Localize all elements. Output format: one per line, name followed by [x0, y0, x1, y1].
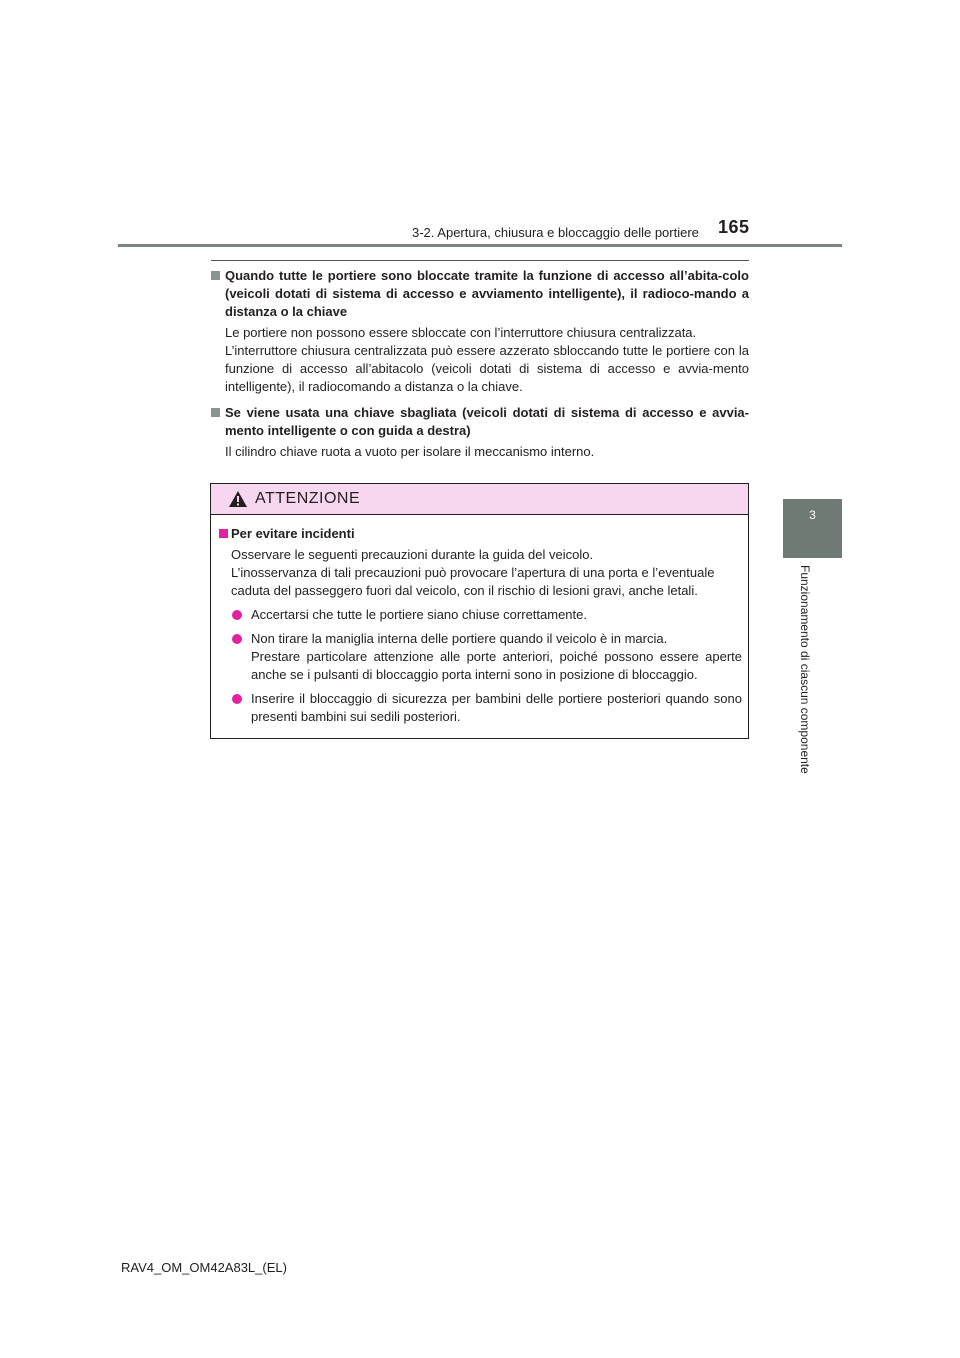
- paragraph: L’inosservanza di tali precauzioni può provocare l’apertura di una porta e l’eventuale caduta del passeggero fuori dal veicolo, con il rischio di lesioni gravi, anche letali.: [231, 565, 715, 598]
- paragraph: L’interruttore chiusura centralizzata può essere azzerato sbloccando tutte le portiere con la funzione di accesso all’abitacolo (veicoli dotati di sistema di accesso e avvia-mento intelligente), il radiocomando a distanza o la chiave.: [225, 343, 749, 394]
- chapter-number: 3: [809, 508, 816, 522]
- circle-bullet-icon: [232, 610, 242, 620]
- header-rule: [118, 244, 842, 247]
- warning-title: ATTENZIONE: [255, 490, 361, 507]
- item-body: [211, 443, 749, 461]
- warning-bullet: [219, 690, 742, 726]
- warning-heading: [219, 525, 742, 543]
- warning-intro: [219, 546, 742, 600]
- warning-box: [210, 483, 749, 739]
- content-area: [211, 267, 749, 469]
- warning-body: [211, 515, 748, 726]
- warning-bullet: [219, 606, 742, 624]
- paragraph: Le portiere non possono essere sbloccate con l’interruttore chiusura centralizzata.: [225, 325, 697, 340]
- chapter-tab[interactable]: [783, 499, 842, 558]
- circle-bullet-icon: [232, 694, 242, 704]
- item-heading: [211, 404, 749, 440]
- item-heading-text: Se viene usata una chiave sbagliata (veicoli dotati di sistema di accesso e avvia-mento intelligente o con guida a destra): [225, 405, 749, 438]
- header-section-title: 3-2. Apertura, chiusura e bloccaggio delle portiere: [412, 225, 699, 240]
- bullet-text: Non tirare la maniglia interna delle portiere quando il veicolo è in marcia.: [251, 631, 668, 646]
- square-bullet-icon: [211, 408, 220, 417]
- paragraph: Il cilindro chiave ruota a vuoto per isolare il meccanismo interno.: [225, 444, 595, 459]
- list-item: [211, 404, 749, 461]
- page-number: 165: [718, 217, 750, 237]
- bullet-text: Prestare particolare attenzione alle porte anteriori, poiché possono essere aperte anche se i pulsanti di bloccaggio porta interni sono in posizione di bloccaggio.: [251, 649, 742, 682]
- bullet-text: Accertarsi che tutte le portiere siano chiuse correttamente.: [251, 607, 587, 622]
- item-heading-text: Quando tutte le portiere sono bloccate tramite la funzione di accesso all’abita-colo (veicoli dotati di sistema di accesso e avviamento intelligente), il radioco-mando a distanza o la chiave: [225, 268, 749, 319]
- square-bullet-icon: [219, 529, 228, 538]
- content-top-rule: [211, 260, 749, 261]
- chapter-title: Funzionamento di ciascun componente: [798, 565, 812, 774]
- warning-heading-text: Per evitare incidenti: [231, 526, 355, 541]
- square-bullet-icon: [211, 271, 220, 280]
- bullet-text: Inserire il bloccaggio di sicurezza per bambini delle portiere posteriori quando sono presenti bambini sui sedili posteriori.: [251, 691, 742, 724]
- warning-triangle-icon: [228, 490, 248, 508]
- circle-bullet-icon: [232, 634, 242, 644]
- list-item: [211, 267, 749, 396]
- paragraph: Osservare le seguenti precauzioni durante la guida del veicolo.: [231, 547, 594, 562]
- footer-code: RAV4_OM_OM42A83L_(EL): [121, 1260, 287, 1275]
- warning-header: [211, 484, 748, 515]
- warning-bullet: [219, 630, 742, 684]
- item-body: [211, 324, 749, 396]
- item-heading: [211, 267, 749, 321]
